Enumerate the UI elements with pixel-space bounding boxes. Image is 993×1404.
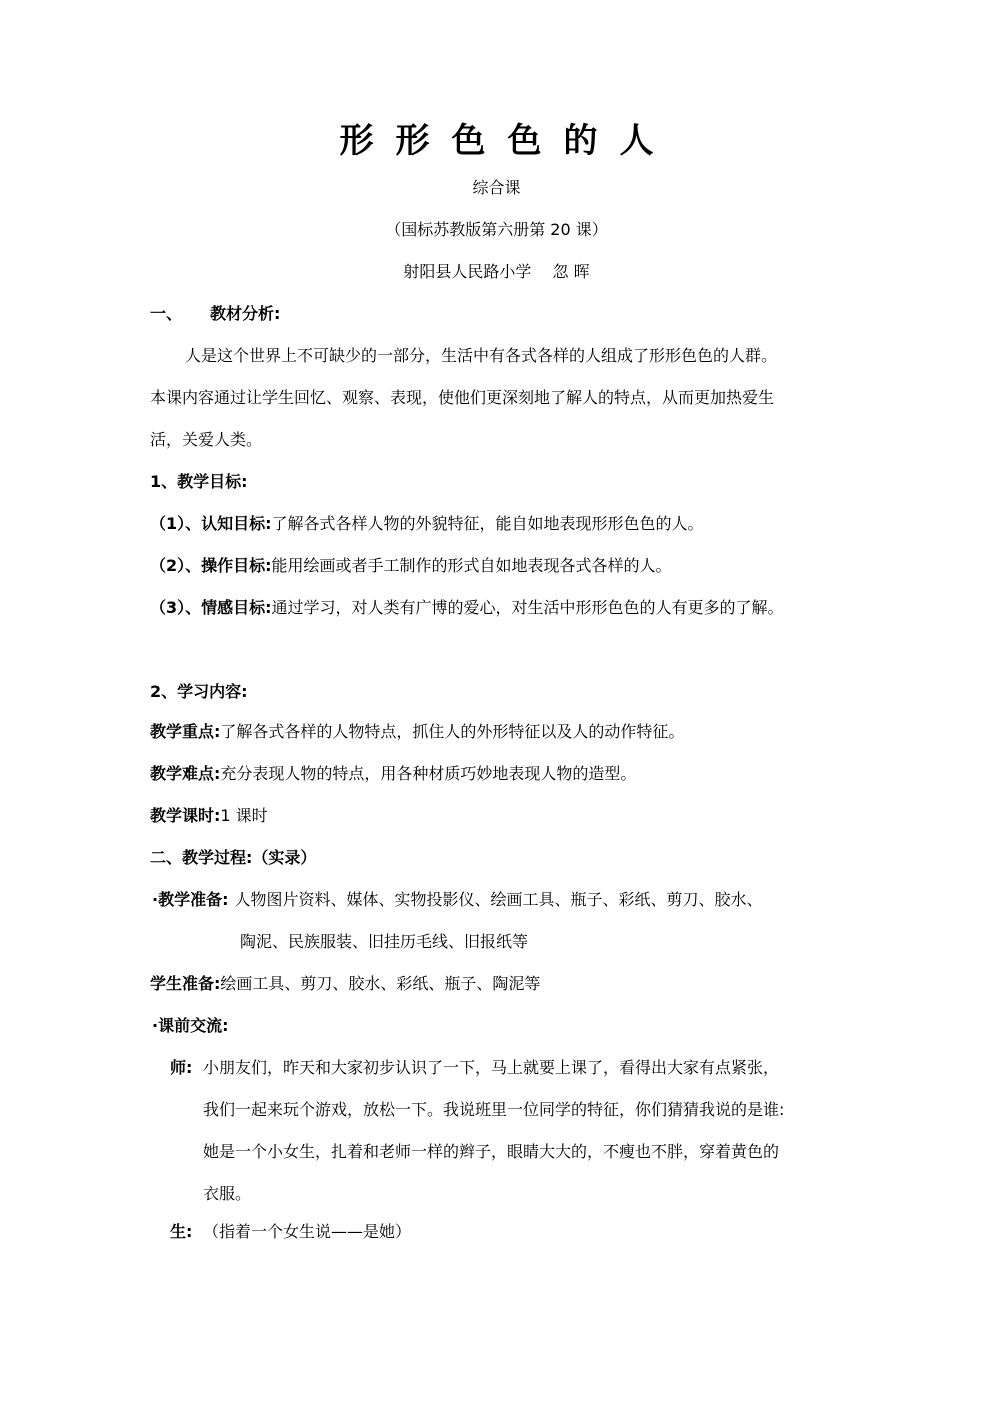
content-heading: 2、学习内容:: [150, 682, 248, 701]
class-hours-text: 1 课时: [220, 806, 268, 825]
student-prep: [150, 974, 540, 994]
goal-item: [150, 598, 784, 618]
goal-text: 了解各式各样人物的外貌特征，能自如地表现形形色色的人。: [271, 514, 704, 533]
difficulty-label: 教学难点:: [150, 764, 221, 783]
teacher-speech-line: 小朋友们，昨天和大家初步认识了一下，马上就要上课了，看得出大家有点紧张，: [203, 1058, 780, 1077]
key-point: [150, 722, 684, 742]
subtitle: 综合课: [472, 178, 521, 197]
section2-heading: 二、教学过程:（实录）: [150, 848, 317, 867]
student-prep-text: 绘画工具、剪刀、胶水、彩纸、瓶子、陶泥等: [220, 974, 541, 993]
author-line: 射阳县人民路小学 忽 晖: [403, 262, 590, 281]
goal-item: [150, 514, 704, 534]
difficulty-text: 充分表现人物的特点，用各种材质巧妙地表现人物的造型。: [220, 764, 637, 783]
goal-item: [150, 556, 672, 576]
page-title: 形形色色的人: [339, 121, 676, 161]
goals-heading: 1、教学目标:: [150, 472, 248, 491]
class-hours-label: 教学课时:: [150, 806, 221, 825]
teacher-prep-text: 人物图片资料、媒体、实物投影仪、绘画工具、瓶子、彩纸、剪刀、胶水、: [234, 890, 763, 909]
goal-label: （3）、情感目标:: [150, 598, 272, 617]
difficulty-point: [150, 764, 636, 784]
section1-number: 一、: [150, 304, 183, 323]
teacher-prep-label: ·教学准备:: [152, 890, 229, 909]
class-hours: [150, 806, 268, 826]
edition-note: （国标苏教版第六册第 20 课）: [385, 220, 608, 239]
teacher-label: 师:: [170, 1058, 193, 1077]
key-point-text: 了解各式各样的人物特点，抓住人的外形特征以及人的动作特征。: [220, 722, 685, 741]
goal-text: 通过学习，对人类有广博的爱心，对生活中形形色色的人有更多的了解。: [271, 598, 784, 617]
teacher-prep: [152, 890, 763, 910]
student-speech: （指着一个女生说——是她）: [203, 1222, 412, 1241]
teacher-speech-line: 她是一个小女生，扎着和老师一样的辫子，眼睛大大的，不瘦也不胖，穿着黄色的: [203, 1142, 780, 1161]
student-prep-label: 学生准备:: [150, 974, 221, 993]
teacher-speech-line: 衣服。: [203, 1184, 252, 1203]
paragraph-line: 人是这个世界上不可缺少的一部分，生活中有各式各样的人组成了形形色色的人群。: [185, 346, 778, 365]
goal-text: 能用绘画或者手工制作的形式自如地表现各式各样的人。: [271, 556, 672, 575]
section1-heading: 教材分析:: [210, 304, 281, 323]
paragraph-line: 本课内容通过让学生回忆、观察、表现，使他们更深刻地了解人的特点，从而更加热爱生: [150, 388, 775, 407]
goal-label: （2）、操作目标:: [150, 556, 272, 575]
key-point-label: 教学重点:: [150, 722, 221, 741]
goal-label: （1）、认知目标:: [150, 514, 272, 533]
teacher-speech-line: 我们一起来玩个游戏，放松一下。我说班里一位同学的特征，你们猜猜我说的是谁:: [203, 1100, 785, 1119]
student-label: 生:: [170, 1222, 193, 1241]
paragraph-line: 活，关爱人类。: [150, 430, 263, 449]
pre-class-exchange-label: ·课前交流:: [152, 1016, 229, 1035]
teacher-prep-continued: 陶泥、民族服装、旧挂历毛线、旧报纸等: [240, 932, 529, 951]
